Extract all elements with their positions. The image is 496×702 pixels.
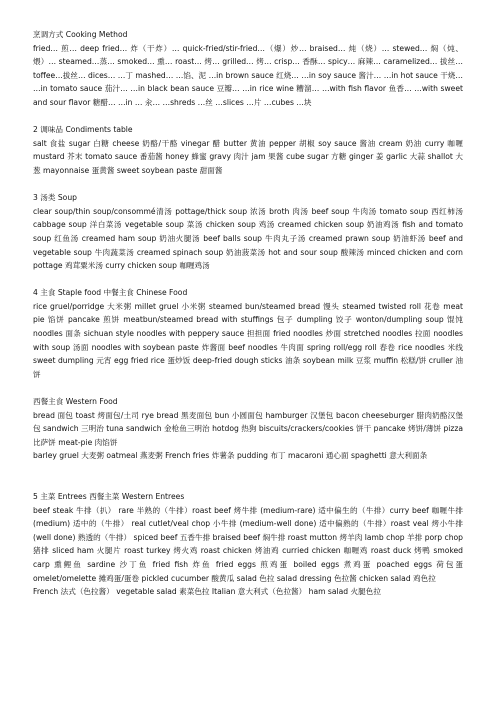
section-body: salt 食盐 sugar 白糖 cheese 奶酪/干酪 vinegar 醋 butter 黄油 pepper 胡椒 soy sauce 酱油 cream 奶油 curry 咖喱 mustard 芥末 tomato sauce 番茄酱 honey 蜂蜜 gravy 肉汁 jam 果酱 cube sugar 方糖 ginger 姜 garlic 大蒜 shallot 大葱 mayonnaise 蛋黄酱 sweet soybean paste 甜面酱	[33, 138, 463, 175]
section-body-extra: barley gruel 大麦粥 oatmeal 燕麦粥 French fries 炸薯条 pudding 布丁 macaroni 通心面 spaghetti 意大利面条	[33, 451, 428, 461]
section-heading: 西餐主食 Western Food	[33, 397, 118, 407]
section-body: clear soup/thin soup/consommé清汤 pottage/thick soup 浓汤 broth 肉汤 beef soup 牛肉汤 tomato soup 西红柿汤 cabbage soup 洋白菜汤 vegetable soup 菜汤 chicken soup 鸡汤 creamed chicken soup 奶油鸡汤 fish and tomato soup 红鱼汤 creamed ham soup 奶油火腿汤 beef balls soup 牛肉丸子汤 creamed prawn soup 奶油虾汤 beef and vegetable soup 牛肉蔬菜汤 creamed spinach soup 奶油菠菜汤 hot and sour soup 酸辣汤 minced chicken and corn pottage 鸡茸粟米汤 curry chicken soup 咖喱鸡汤	[33, 206, 463, 271]
section-condiments	[33, 123, 463, 177]
section-body: fried… 煎… deep fried… 炸（干炸）… quick-fried/stir-fried…（爆）炒… braised… 炖（烧）… stewed… 焖（炖、煨）… steamed…蒸… smoked… 熏… roast… 烤… grilled… 烤… crisp… 香酥… spicy… 麻辣… caramelized… 拔丝… toffee…拔丝… dices… …丁 mashed… …馅、泥 …in brown sauce 红烧… …in soy sauce 酱汁… …in hot sauce 干烧… …in tomato sauce 茄汁… …in black bean sauce 豆瓣… …in rice wine 糟溜… …with fish flavor 鱼香… …with sweet and sour flavor 糖醋… …in … 汆… …shreds …丝 …slices …片 …cubes …块	[33, 43, 463, 107]
section-heading: 3 汤类 Soup	[33, 193, 77, 203]
section-body-extra: French 法式（色拉酱） vegetable salad 素菜色拉 Italian 意大利式（色拉酱） ham salad 火腿色拉	[33, 587, 381, 597]
section-heading: 2 调味品 Condiments table	[33, 125, 133, 135]
section-soup	[33, 191, 463, 273]
section-heading: 4 主食 Staple food 中餐主食 Chinese Food	[33, 288, 188, 298]
section-heading: 5 主菜 Entrees 西餐主菜 Western Entrees	[33, 492, 185, 501]
section-body: bread 面包 toast 烤面包/土司 rye bread 黑麦面包 bun 小圆面包 hamburger 汉堡包 bacon cheeseburger 腊肉奶酪汉堡包 sandwich 三明治 tuna sandwich 金枪鱼三明治 hotdog 热狗 biscuits/crackers/cookies 饼干 pancake 烤饼/薄饼 pizza 比萨饼 meat-pie 肉馅饼	[33, 410, 463, 447]
section-chinese-staple	[33, 286, 463, 381]
section-heading: 烹调方式 Cooking Method	[33, 30, 128, 39]
section-cooking-method	[33, 28, 463, 110]
section-body: beef steak 牛排（扒） rare 半熟的（牛排）roast beef 烤牛排 (medium-rare) 适中偏生的（牛排）curry beef 咖喱牛排 (medium) 适中的（牛排） real cutlet/veal chop 小牛排 (medium-well done) 适中偏熟的（牛排）roast veal 烤小牛排 (well done) 熟透的（牛排） spiced beef 五香牛排 braised beef 焖牛排 roast mutton 烤羊肉 lamb chop 羊排 porp chop 猪排 sliced ham 火腿片 roast turkey 烤火鸡 roast chicken 烤油鸡 curried chicken 咖喱鸡 roast duck 烤鸭 smoked carp 熏鲤鱼 sardine 沙丁鱼 fried fish 炸鱼 fried eggs 煎鸡蛋 boiled eggs 煮鸡蛋 poached eggs 荷包蛋 omelet/omelette 摊鸡蛋/蛋卷 pickled cucumber 酸黄瓜 salad 色拉 salad dressing 色拉酱 chicken salad 鸡色拉	[33, 505, 463, 583]
section-western-food	[33, 395, 463, 463]
section-entrees	[33, 490, 463, 599]
section-body: rice gruel/porridge 大米粥 millet gruel 小米粥 steamed bun/steamed bread 馒头 steamed twisted roll 花卷 meat pie 馅饼 pancake 煎饼 meatbun/steamed bread with stuffings 包子 dumpling 饺子 wonton/dumpling soup 馄饨 noodles 面条 sichuan style noodles with peppery sauce 担担面 fried noodles 炒面 stretched noodles 拉面 noodles with soup 汤面 noodles with soybean paste 炸酱面 beef noodles 牛肉面 spring roll/egg roll 春卷 rice noodles 米线 sweet dumpling 元宵 egg fried rice 蛋炒饭 deep-fried dough sticks 油条 soybean milk 豆浆 muffin 松糕/饼 cruller 油饼	[33, 301, 463, 379]
